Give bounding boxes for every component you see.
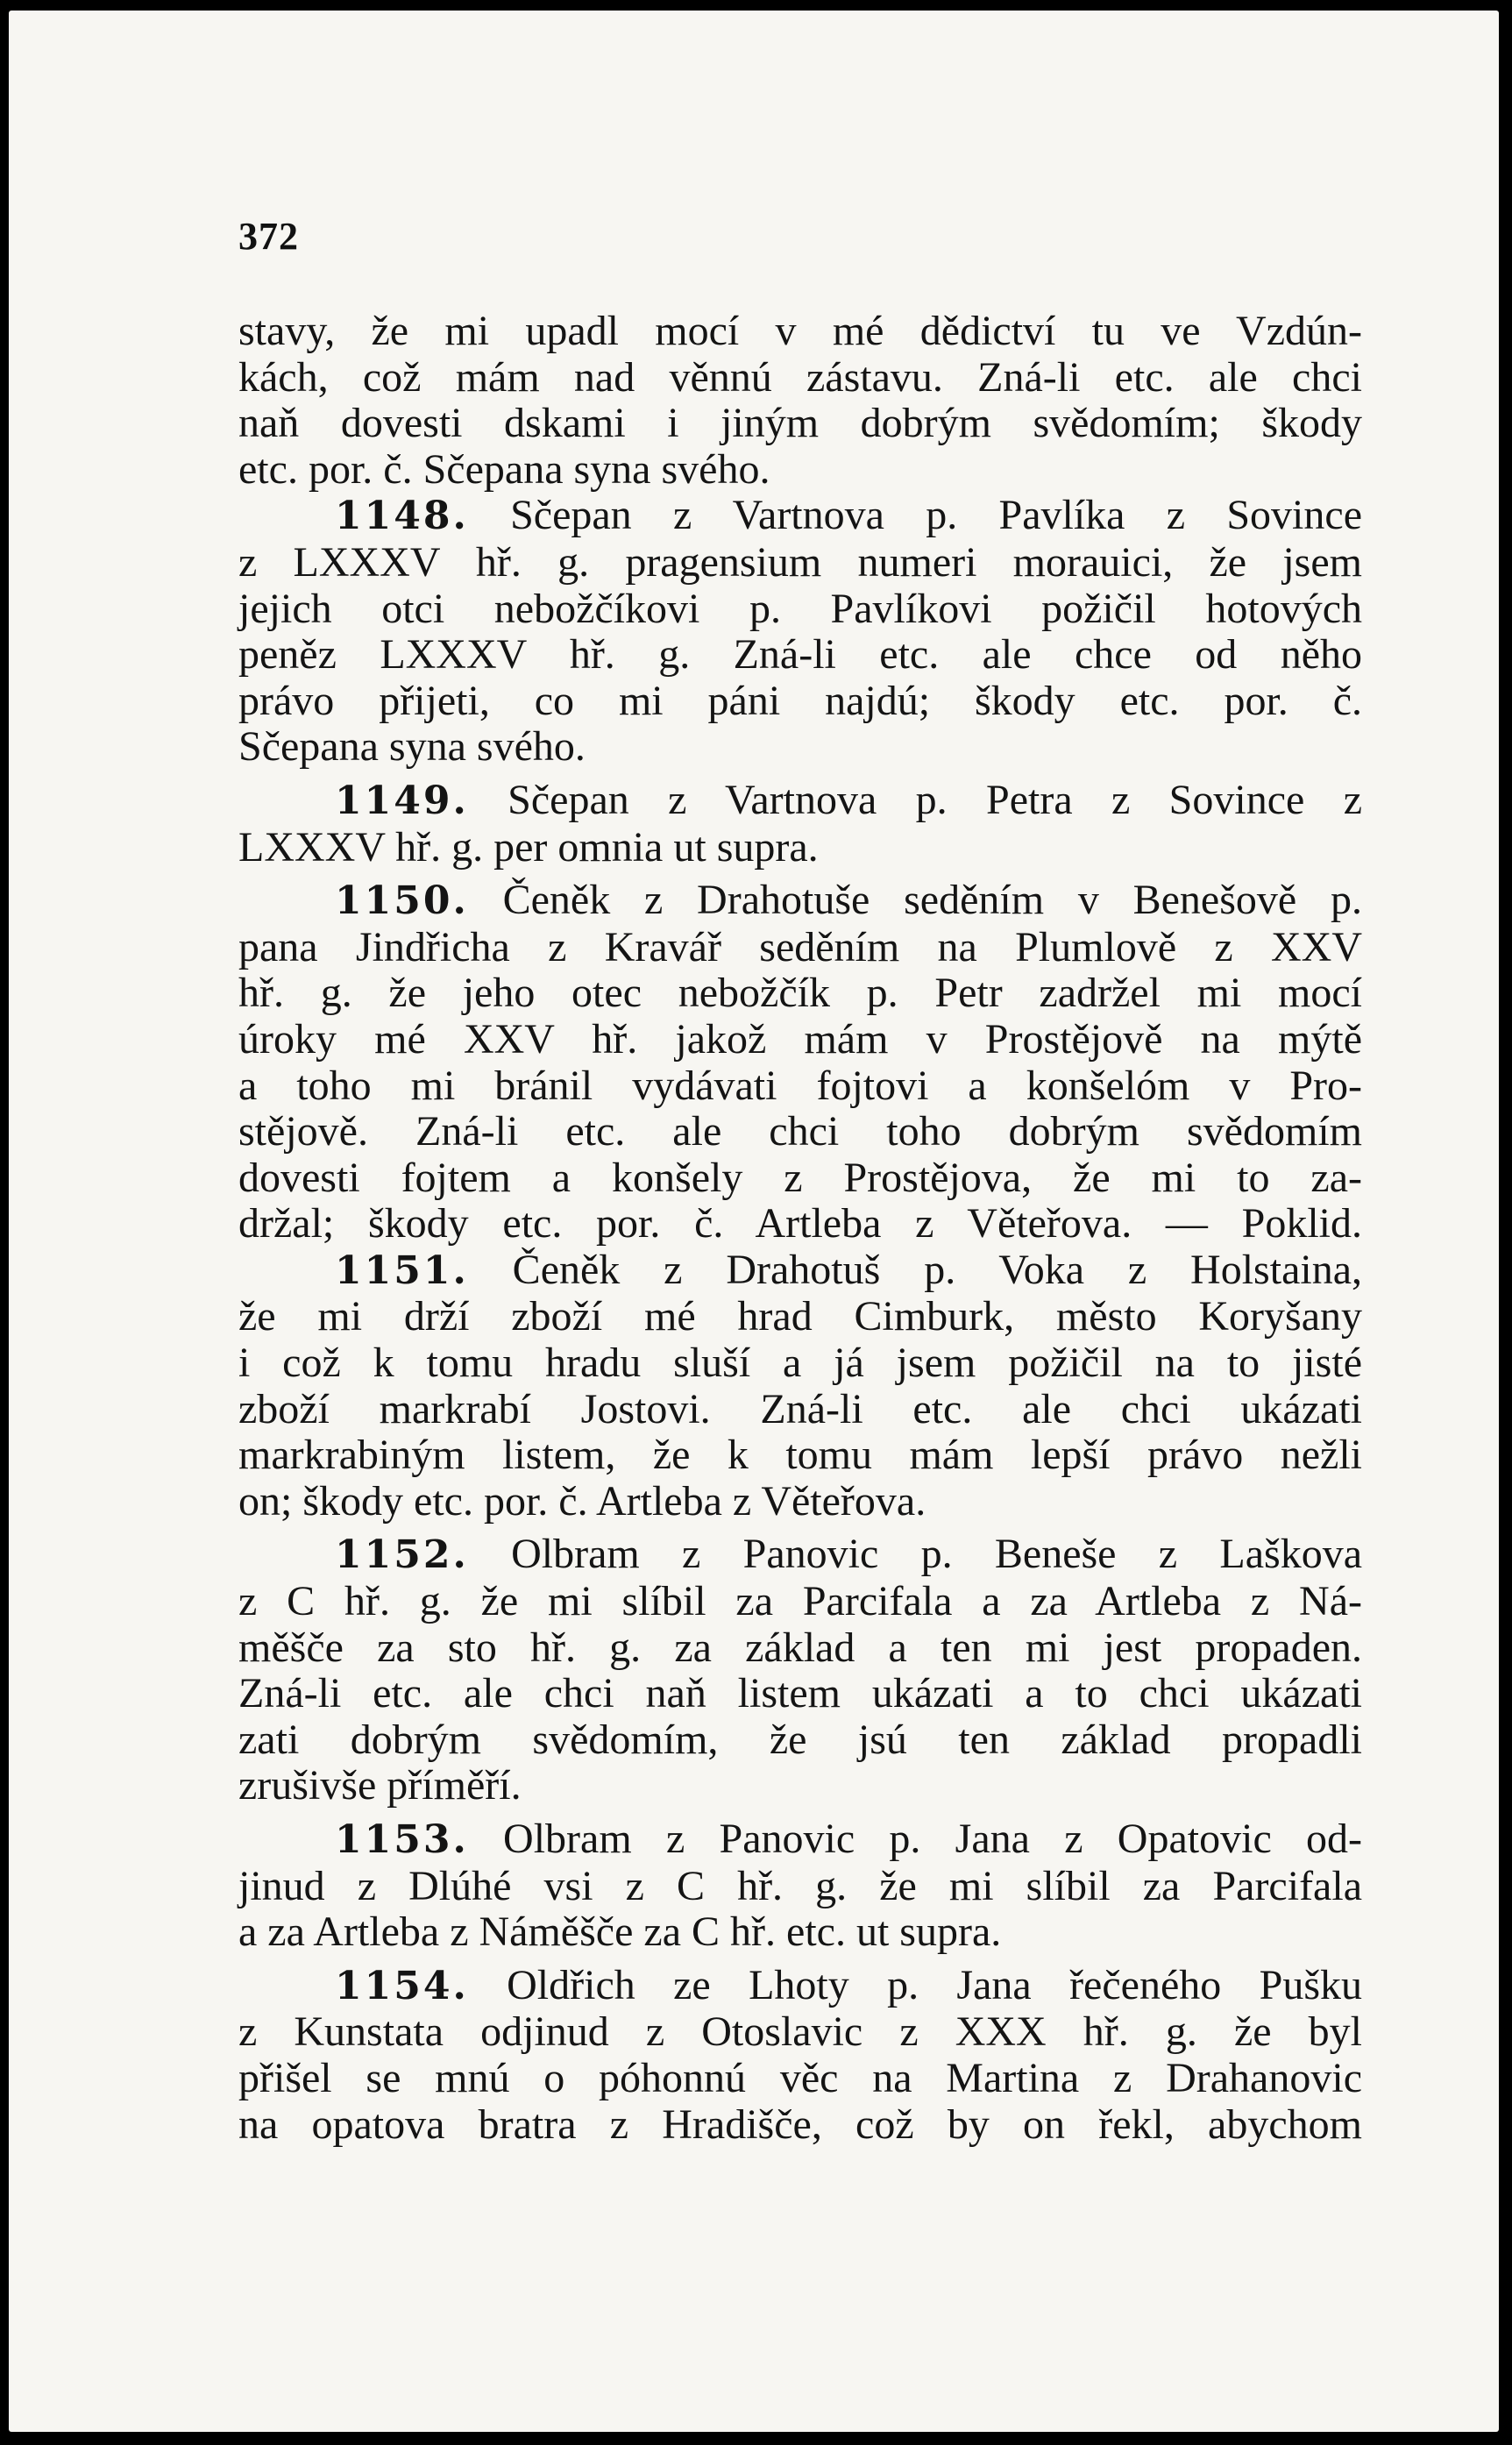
entry-first-line <box>238 1247 1362 1295</box>
text-line: LXXXV hř. g. per omnia ut supra. <box>238 823 819 871</box>
text-line: úroky mé XXV hř. jakož mám v Prostějově na mýtě <box>238 1015 1362 1063</box>
entry-first-text: Oldřich ze Lhoty p. Jana řečeného Pušku <box>507 1961 1363 2008</box>
entry-number: 1149. <box>335 778 469 823</box>
text-line: dovesti fojtem a konšely z Prostějova, že mi to za- <box>238 1154 1362 1201</box>
book-page <box>9 11 1499 2432</box>
text-line: z C hř. g. že mi slíbil za Parcifala a za Artleba z Ná- <box>238 1578 1362 1625</box>
entry-1148 <box>238 493 1362 771</box>
text-line: zrušivše příměří. <box>238 1762 522 1809</box>
text-line: že mi drží zboží mé hrad Cimburk, město Koryšany <box>238 1293 1362 1340</box>
entry-first-line <box>238 1963 1362 2010</box>
entry-first-text: Olbram z Panovic p. Jana z Opatovic od- <box>503 1816 1362 1862</box>
text-line: přišel se mnú o póhonnú věc na Martina z Drahanovic <box>238 2054 1362 2101</box>
entry-1153 <box>238 1816 1362 1956</box>
entry-first-text: Olbram z Panovic p. Beneše z Laškova <box>511 1531 1363 1578</box>
entry-first-line <box>238 1532 1362 1579</box>
entry-first-line <box>238 878 1362 925</box>
entry-first-line <box>238 1816 1362 1864</box>
entry-first-line <box>238 493 1362 540</box>
text-line: markrabiným listem, že k tomu mám lepší právo nežli <box>238 1432 1362 1479</box>
text-line: z Kunstata odjinud z Otoslavic z XXX hř. g. že byl <box>238 2008 1362 2056</box>
entry-1151 <box>238 1247 1362 1525</box>
text-line: on; škody etc. por. č. Artleba z Věteřova. <box>238 1477 926 1525</box>
entry-1149 <box>238 778 1362 871</box>
entry-number: 1153. <box>335 1817 469 1862</box>
entry-1150 <box>238 878 1362 1247</box>
text-column <box>238 309 1362 2148</box>
entry-1154 <box>238 1963 1362 2148</box>
entry-first-text: Sčepan z Vartnova p. Pavlíka z Sovince <box>510 492 1362 539</box>
text-line: stějově. Zná-li etc. ale chci toho dobrým svědomím <box>238 1108 1362 1155</box>
entry-1152 <box>238 1532 1362 1809</box>
text-line: Zná-li etc. ale chci naň listem ukázati a to chci ukázati <box>238 1670 1362 1717</box>
text-line: na opatova bratra z Hradišče, což by on řekl, abychom <box>238 2100 1362 2148</box>
entry-first-text: Čeněk z Drahotuš p. Voka z Holstaina, <box>512 1246 1363 1293</box>
text-line: jejich otci nebožčíkovi p. Pavlíkovi požičil hotových <box>238 585 1362 632</box>
text-line: z LXXXV hř. g. pragensium numeri morauici, že jsem <box>238 538 1362 586</box>
text-line: jinud z Dlúhé vsi z C hř. g. že mi slíbil za Parcifala <box>238 1862 1362 1909</box>
entry-first-line <box>238 778 1362 825</box>
text-line: právo přijeti, co mi páni najdú; škody etc. por. č. <box>238 677 1362 724</box>
entry-number: 1152. <box>335 1532 469 1578</box>
text-line: a za Artleba z Náměšče za C hř. etc. ut supra. <box>238 1908 1002 1956</box>
text-line: držal; škody etc. por. č. Artleba z Věteřova. — Poklid. <box>238 1200 1362 1247</box>
text-line: hř. g. že jeho otec nebožčík p. Petr zadržel mi mocí <box>238 970 1362 1017</box>
text-line: a toho mi bránil vydávati fojtovi a konšelóm v Pro- <box>238 1062 1362 1109</box>
text-line: stavy, že mi upadl mocí v mé dědictví tu ve Vzdún- <box>238 308 1362 354</box>
text-line: etc. por. č. Sčepana syna svého. <box>238 445 770 493</box>
text-line: kách, což mám nad věnnú zástavu. Zná-li etc. ale chci <box>238 353 1362 401</box>
entry-number: 1154. <box>335 1963 469 2008</box>
page-number: 372 <box>238 215 299 258</box>
text-line: naň dovesti dskami i jiným dobrým svědomím; škody <box>238 400 1362 447</box>
text-line: Sčepana syna svého. <box>238 723 586 771</box>
text-line: měšče za sto hř. g. za základ a ten mi jest propaden. <box>238 1624 1362 1671</box>
entry-number: 1151. <box>335 1247 469 1293</box>
text-line: peněz LXXXV hř. g. Zná-li etc. ale chce od něho <box>238 631 1362 679</box>
text-line: i což k tomu hradu sluší a já jsem požičil na to jisté <box>238 1340 1362 1387</box>
entry-first-text: Sčepan z Vartnova p. Petra z Sovince z <box>508 776 1363 823</box>
entry-number: 1150. <box>335 878 469 924</box>
entry-first-text: Čeněk z Drahotuše seděním v Benešově p. <box>502 877 1362 924</box>
text-line: zboží markrabí Jostovi. Zná-li etc. ale chci ukázati <box>238 1385 1362 1432</box>
text-line: zati dobrým svědomím, že jsú ten základ propadli <box>238 1716 1362 1763</box>
text-line: pana Jindřicha z Kravář seděním na Plumlově z XXV <box>238 923 1362 970</box>
entry-number: 1148. <box>335 494 469 539</box>
entry-continuation <box>238 309 1362 493</box>
